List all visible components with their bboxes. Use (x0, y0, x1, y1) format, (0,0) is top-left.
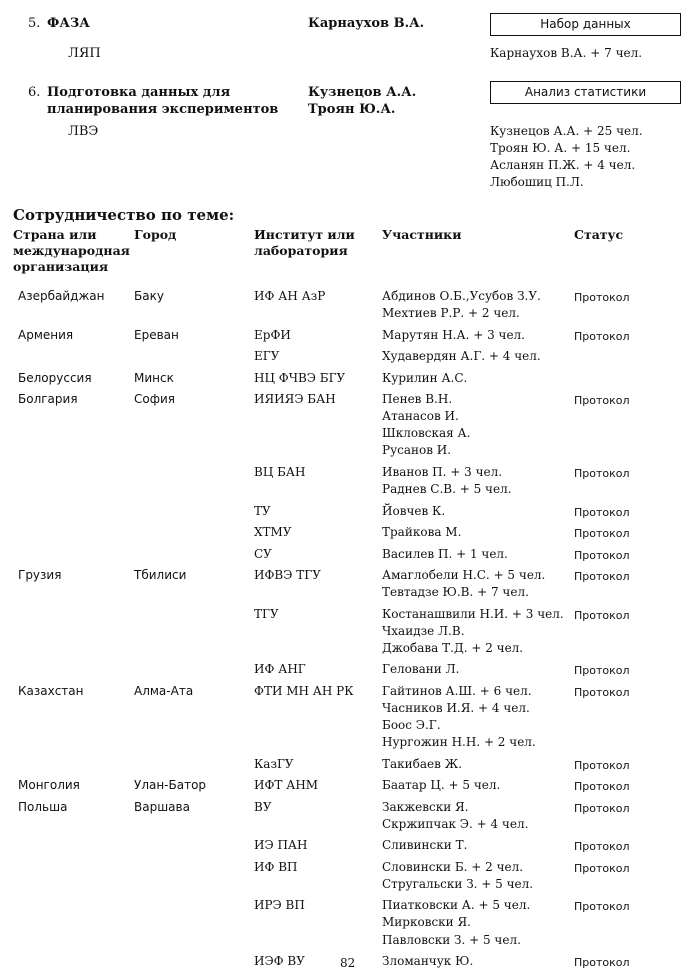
row-country: Грузия (18, 568, 62, 582)
project-5-number: 5. (28, 16, 41, 31)
row-status: Протокол (574, 329, 630, 343)
header-participants: Участники (382, 227, 462, 242)
row-status: Протокол (574, 861, 630, 875)
project-6-member: Кузнецов А.А. + 25 чел. (490, 124, 643, 138)
row-country: Монголия (18, 778, 80, 793)
row-institute: ИЭФ ВУ (254, 954, 305, 968)
row-city: Баку (134, 289, 164, 303)
row-participant: Амаглобели Н.С. + 5 чел. (382, 568, 546, 582)
row-country: Азербайджан (18, 289, 105, 303)
project-5-leader: Карнаухов В.А. (308, 16, 425, 31)
row-city: София (134, 392, 175, 407)
row-participant: Пиатковски А. + 5 чел. (382, 898, 531, 913)
row-institute: ИРЭ ВП (254, 898, 305, 913)
project-5-title: ФАЗА (47, 16, 90, 31)
row-participant: Шкловская А. (382, 426, 471, 441)
row-institute: ИФ АНГ (254, 662, 306, 677)
row-participant: Трайкова М. (382, 525, 462, 539)
row-status: Протокол (574, 758, 630, 772)
row-participant: Баатар Ц. + 5 чел. (382, 778, 501, 793)
row-institute: ИФВЭ ТГУ (254, 568, 321, 582)
row-participant: Геловани Л. (382, 662, 460, 677)
row-institute: СУ (254, 546, 272, 561)
project-6-member: Асланян П.Ж. + 4 чел. (490, 158, 636, 172)
row-participant: Курилин А.С. (382, 370, 468, 385)
row-city: Варшава (134, 799, 190, 814)
row-participant: Скржипчак Э. + 4 чел. (382, 816, 529, 831)
row-participant: Джобава Т.Д. + 2 чел. (382, 640, 524, 655)
row-institute: ФТИ МН АН РК (254, 683, 354, 698)
project-5-activity-box: Набор данных (490, 13, 681, 36)
row-country: Армения (18, 327, 74, 342)
row-institute: ИФ АН АзР (254, 289, 326, 303)
row-institute: ИЭ ПАН (254, 838, 308, 853)
project-6-leader: Кузнецов А.А. (308, 85, 417, 100)
project-6-lab: ЛВЭ (68, 124, 99, 139)
row-status: Протокол (574, 570, 630, 583)
row-institute: ЕГУ (254, 349, 280, 364)
row-participant: Василев П. + 1 чел. (382, 546, 508, 561)
row-status: Протокол (574, 840, 630, 854)
project-6-leader: Троян Ю.А. (308, 102, 396, 117)
row-city: Улан-Батор (134, 778, 207, 793)
row-participant: Закжевски Я. (382, 799, 469, 814)
row-status: Протокол (574, 608, 630, 622)
row-participant: Часников И.Я. + 4 чел. (382, 700, 530, 715)
row-status: Протокол (574, 956, 630, 969)
row-status: Протокол (574, 394, 630, 408)
row-institute: ИФ ВП (254, 859, 298, 874)
row-participant: Марутян Н.А. + 3 чел. (382, 327, 525, 342)
row-participant: Худавердян А.Г. + 4 чел. (382, 349, 541, 364)
row-participant: Йовчев К. (382, 503, 446, 518)
row-status: Протокол (574, 801, 630, 815)
header-institute: Институт или лаборатория (254, 227, 355, 258)
row-participant: Раднев С.В. + 5 чел. (382, 482, 512, 496)
row-institute: КазГУ (254, 756, 294, 771)
project-5-member: Карнаухов В.А. + 7 чел. (490, 46, 643, 60)
row-status: Протокол (574, 527, 630, 540)
row-city: Ереван (134, 327, 179, 342)
row-status: Протокол (574, 780, 630, 794)
row-city: Минск (134, 370, 174, 385)
row-institute: НЦ ФЧВЭ БГУ (254, 370, 346, 385)
row-status: Протокол (574, 900, 630, 914)
row-participant: Павловски З. + 5 чел. (382, 932, 521, 947)
row-institute: ВУ (254, 799, 272, 814)
row-city: Алма-Ата (134, 683, 194, 698)
project-6-member: Любошиц П.Л. (490, 175, 584, 189)
row-participant: Гайтинов А.Ш. + 6 чел. (382, 683, 532, 698)
row-participant: Абдинов О.Б.,Усубов З.У. (382, 289, 541, 303)
row-status: Протокол (574, 548, 630, 562)
row-participant: Атанасов И. (382, 409, 459, 424)
row-status: Протокол (574, 466, 630, 480)
row-country: Белоруссия (18, 370, 92, 385)
row-status: Протокол (574, 505, 630, 519)
row-status: Протокол (574, 664, 630, 678)
row-participant: Такибаев Ж. (382, 756, 463, 771)
header-country: Страна или международная организация (13, 227, 130, 274)
row-country: Польша (18, 799, 68, 814)
row-institute: ХТМУ (254, 525, 292, 539)
row-country: Казахстан (18, 683, 84, 698)
project-6-activity-box: Анализ статистики (490, 81, 681, 104)
row-institute: ВЦ БАН (254, 464, 306, 479)
project-6-member: Троян Ю. А. + 15 чел. (490, 141, 631, 155)
project-6-title-line-2: планирования экспериментов (47, 102, 279, 117)
project-6-number: 6. (28, 85, 41, 100)
row-participant: Мирковски Я. (382, 915, 471, 930)
row-participant: Иванов П. + 3 чел. (382, 464, 503, 479)
row-participant: Нургожин Н.Н. + 2 чел. (382, 735, 536, 750)
row-city: Тбилиси (134, 568, 187, 582)
row-participant: Тевтадзе Ю.В. + 7 чел. (382, 585, 529, 600)
row-participant: Зломанчук Ю. (382, 954, 474, 968)
section-title: Сотрудничество по теме: (13, 206, 235, 224)
row-participant: Мехтиев Р.Р. + 2 чел. (382, 306, 520, 321)
page-number: 82 (340, 956, 356, 970)
row-participant: Пенев В.Н. (382, 392, 453, 407)
row-participant: Боос Э.Г. (382, 718, 441, 732)
row-participant: Сливински Т. (382, 838, 468, 853)
row-participant: Стругальски З. + 5 чел. (382, 876, 534, 891)
row-institute: ЕрФИ (254, 327, 291, 342)
project-6-title-line-1: Подготовка данных для (47, 85, 231, 100)
row-institute: ИЯИЯЭ БАН (254, 392, 336, 407)
row-participant: Словински Б. + 2 чел. (382, 859, 524, 874)
row-status: Протокол (574, 291, 630, 304)
header-status: Статус (574, 227, 624, 242)
row-institute: ТУ (254, 503, 271, 518)
row-institute: ИФТ АНМ (254, 778, 319, 793)
row-status: Протокол (574, 685, 630, 699)
project-5-lab: ЛЯП (68, 46, 101, 61)
row-institute: ТГУ (254, 606, 279, 621)
row-participant: Костанашвили Н.И. + 3 чел. (382, 606, 564, 621)
row-country: Болгария (18, 392, 78, 407)
row-participant: Русанов И. (382, 443, 452, 458)
header-city: Город (134, 227, 177, 242)
row-participant: Чхаидзе Л.В. (382, 623, 465, 638)
